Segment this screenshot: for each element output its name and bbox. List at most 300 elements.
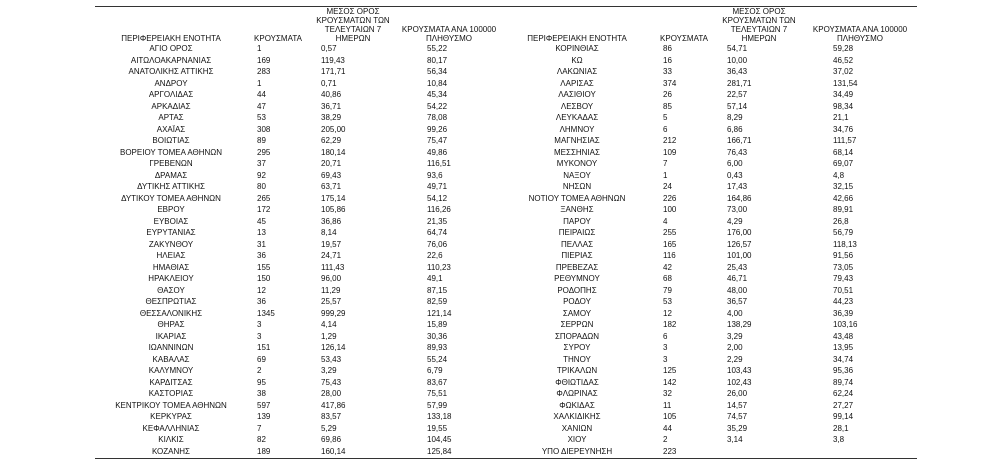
region-cell: ΑΝΑΤΟΛΙΚΗΣ ΑΤΤΙΚΗΣ — [128, 67, 214, 76]
table-row — [95, 296, 917, 308]
per100k-cell: 116,51 — [427, 159, 451, 168]
cases-cell: 3 — [663, 354, 668, 364]
avg7-cell: 36,71 — [321, 101, 342, 111]
per100k-cell: 87,15 — [427, 285, 448, 295]
region-cell: ΧΑΛΚΙΔΙΚΗΣ — [553, 412, 601, 421]
cases-cell: 226 — [663, 193, 677, 203]
avg7-cell: 62,29 — [321, 136, 342, 145]
region-cell: ΓΡΕΒΕΝΩΝ — [149, 159, 193, 168]
region-cell: ΔΥΤΙΚΟΥ ΤΟΜΕΑ ΑΘΗΝΩΝ — [121, 193, 221, 203]
cases-cell: 155 — [257, 262, 271, 272]
table-row — [95, 124, 917, 136]
cases-cell: 374 — [663, 78, 677, 88]
table-row — [95, 262, 917, 274]
region-cell: ΔΡΑΜΑΣ — [154, 170, 188, 180]
region-cell: ΦΩΚΙΔΑΣ — [559, 400, 595, 410]
region-cell: ΚΑΡΔΙΤΣΑΣ — [149, 377, 193, 387]
cases-cell: 182 — [663, 320, 677, 329]
cases-cell: 42 — [663, 262, 672, 272]
table-row — [95, 181, 917, 193]
cases-cell: 45 — [257, 216, 266, 226]
avg7-cell: 74,57 — [727, 412, 748, 421]
avg7-cell: 63,71 — [321, 182, 342, 191]
avg7-cell: 40,86 — [321, 90, 342, 99]
avg7-cell: 26,00 — [727, 389, 748, 398]
avg7-cell: 281,71 — [727, 78, 752, 88]
cases-by-region-table — [95, 7, 917, 457]
avg7-cell: 0,71 — [321, 78, 337, 88]
per100k-cell: 56,34 — [427, 67, 448, 76]
per100k-cell: 93,6 — [427, 170, 443, 180]
per100k-cell: 32,15 — [833, 182, 854, 191]
per100k-cell: 54,12 — [427, 193, 448, 203]
per100k-cell: 73,05 — [833, 262, 854, 272]
per100k-cell: 99,26 — [427, 124, 448, 134]
per100k-cell: 26,8 — [833, 216, 849, 226]
cases-cell: 80 — [257, 182, 266, 191]
table-row — [95, 112, 917, 124]
table-row — [95, 250, 917, 262]
avg7-cell: 119,43 — [321, 55, 345, 65]
avg7-cell: 11,29 — [321, 285, 341, 295]
table-row — [95, 170, 917, 182]
avg7-cell: 3,14 — [727, 435, 743, 444]
cases-cell: 265 — [257, 193, 271, 203]
cases-cell: 212 — [663, 136, 677, 145]
cases-cell: 2 — [257, 366, 262, 375]
avg7-cell: 417,86 — [321, 400, 346, 410]
avg7-cell: 171,71 — [321, 67, 346, 76]
avg7-cell: 38,29 — [321, 113, 342, 122]
per100k-cell: 57,99 — [427, 400, 448, 410]
per100k-cell: 44,23 — [833, 297, 854, 306]
avg7-cell — [715, 446, 803, 458]
region-cell: ΘΕΣΣΑΛΟΝΙΚΗΣ — [139, 308, 203, 318]
avg7-cell: 1,29 — [321, 331, 337, 341]
table-row — [95, 446, 917, 458]
avg7-cell: 4,00 — [727, 308, 743, 318]
per100k-cell: 83,67 — [427, 377, 448, 387]
region-cell: ΛΑΚΩΝΙΑΣ — [556, 67, 598, 76]
per100k-cell: 99,14 — [833, 412, 854, 421]
cases-cell: 36 — [257, 297, 266, 306]
region-cell: ΦΛΩΡΙΝΑΣ — [556, 389, 598, 398]
region-cell: ΠΙΕΡΙΑΣ — [561, 251, 593, 260]
avg7-cell: 83,57 — [321, 412, 342, 421]
avg7-cell: 36,43 — [727, 67, 748, 76]
region-cell: ΧΙΟΥ — [567, 435, 587, 444]
region-cell: ΑΡΤΑΣ — [158, 113, 184, 122]
region-cell: ΚΑΛΥΜΝΟΥ — [148, 366, 194, 375]
table-row — [95, 227, 917, 239]
per100k-cell: 98,34 — [833, 101, 854, 111]
table-row — [95, 411, 917, 423]
avg7-cell: 36,57 — [727, 297, 748, 306]
per100k-cell: 62,24 — [833, 389, 854, 398]
region-cell: ΑΡΓΟΛΙΔΑΣ — [148, 90, 194, 99]
avg7-cell: 166,71 — [727, 136, 752, 145]
cases-cell: 85 — [663, 101, 672, 111]
avg7-cell: 8,29 — [727, 113, 743, 122]
table-row — [95, 365, 917, 377]
cases-cell: 223 — [663, 446, 677, 456]
cases-cell: 3 — [257, 320, 262, 329]
per100k-cell: 89,74 — [833, 377, 854, 387]
region-cell: ΡΟΔΟΥ — [563, 297, 591, 306]
table-row — [95, 204, 917, 216]
region-cell: ΒΟΡΕΙΟΥ ΤΟΜΕΑ ΑΘΗΝΩΝ — [119, 147, 223, 157]
cases-cell: 6 — [663, 331, 668, 341]
avg7-cell: 103,43 — [727, 366, 752, 375]
region-cell: ΛΑΣΙΘΙΟΥ — [558, 90, 596, 99]
cases-cell: 86 — [663, 44, 672, 53]
cases-cell: 597 — [257, 400, 271, 410]
region-cell: ΝΗΣΩΝ — [562, 182, 592, 191]
cases-cell: 142 — [663, 377, 677, 387]
per100k-cell: 4,8 — [833, 170, 845, 180]
region-cell: ΠΡΕΒΕΖΑΣ — [555, 262, 599, 272]
per100k-cell: 56,79 — [833, 228, 854, 237]
cases-cell: 26 — [663, 90, 672, 99]
cases-cell: 5 — [663, 113, 668, 122]
avg7-cell: 999,29 — [321, 308, 346, 318]
avg7-cell: 138,29 — [727, 320, 752, 329]
per100k-cell: 118,13 — [833, 239, 857, 249]
table-row — [95, 285, 917, 297]
per100k-cell: 69,07 — [833, 159, 854, 168]
per100k-cell: 21,1 — [833, 113, 849, 122]
cases-cell: 1345 — [257, 308, 275, 318]
region-cell: ΘΑΣΟΥ — [157, 285, 185, 295]
cases-cell: 3 — [663, 343, 668, 352]
avg7-cell: 75,43 — [321, 377, 342, 387]
region-cell: ΚΕΡΚΥΡΑΣ — [150, 412, 192, 421]
cases-cell: 100 — [663, 205, 677, 214]
avg7-cell: 24,71 — [321, 251, 342, 260]
region-cell: ΚΕΦΑΛΛΗΝΙΑΣ — [142, 423, 200, 433]
region-cell: ΣΕΡΡΩΝ — [560, 320, 594, 329]
region-cell: ΕΒΡΟΥ — [157, 205, 185, 214]
avg7-cell: 69,86 — [321, 435, 342, 444]
per100k-cell: 46,52 — [833, 55, 854, 65]
avg7-cell: 164,86 — [727, 193, 752, 203]
per100k-cell: 89,93 — [427, 343, 448, 352]
cases-cell: 68 — [663, 274, 672, 283]
region-cell: ΡΟΔΟΠΗΣ — [557, 285, 597, 295]
region-cell: ΜΑΓΝΗΣΙΑΣ — [554, 136, 600, 145]
cases-cell: 116 — [663, 251, 676, 260]
avg7-cell: 53,43 — [321, 354, 342, 364]
cases-cell: 53 — [257, 113, 266, 122]
avg7-cell: 102,43 — [727, 377, 752, 387]
avg7-cell: 25,57 — [321, 297, 342, 306]
per100k-cell: 28,1 — [833, 423, 849, 433]
cases-cell: 109 — [663, 147, 677, 157]
region-cell: ΣΑΜΟΥ — [562, 308, 592, 318]
table-row — [95, 43, 917, 55]
table-row — [95, 158, 917, 170]
region-cell: ΣΥΡΟΥ — [563, 343, 591, 352]
avg7-cell: 2,00 — [727, 343, 743, 352]
cases-cell: 44 — [257, 90, 266, 99]
avg7-cell: 180,14 — [321, 147, 346, 157]
cases-cell: 47 — [257, 101, 266, 111]
cases-cell: 32 — [663, 389, 672, 398]
cases-cell: 92 — [257, 170, 266, 180]
region-cell: ΤΡΙΚΑΛΩΝ — [556, 366, 598, 375]
table-row — [95, 354, 917, 366]
per100k-cell: 79,43 — [833, 274, 854, 283]
cases-cell: 139 — [257, 412, 271, 421]
cases-cell: 36 — [257, 251, 266, 260]
table-row — [95, 308, 917, 320]
per100k-cell: 6,79 — [427, 366, 443, 375]
per100k-cell: 55,22 — [427, 44, 448, 53]
cases-cell: 2 — [663, 435, 668, 444]
region-cell: ΠΕΙΡΑΙΩΣ — [558, 228, 596, 237]
per100k-cell: 21,35 — [427, 216, 448, 226]
table-row — [95, 400, 917, 412]
per100k-cell — [803, 446, 917, 458]
per100k-cell: 27,27 — [833, 400, 854, 410]
avg7-cell: 3,29 — [321, 366, 337, 375]
per100k-cell: 104,45 — [427, 435, 452, 444]
avg7-cell: 6,86 — [727, 124, 743, 134]
avg7-cell: 28,00 — [321, 389, 342, 398]
avg7-cell: 73,00 — [727, 205, 748, 214]
table-row — [95, 423, 917, 435]
region-cell: ΠΑΡΟΥ — [563, 216, 591, 226]
region-cell: ΚΟΡΙΝΘΙΑΣ — [555, 44, 599, 53]
avg7-cell: 17,43 — [727, 182, 748, 191]
avg7-cell: 69,43 — [321, 170, 342, 180]
header-region-right: ΠΕΡΙΦΕΡΕΙΑΚΗ ΕΝΟΤΗΤΑ — [527, 34, 627, 43]
region-cell: ΕΥΒΟΙΑΣ — [153, 216, 189, 226]
avg7-cell: 10,00 — [727, 55, 748, 65]
region-cell: ΘΕΣΠΡΩΤΙΑΣ — [145, 297, 197, 306]
avg7-cell: 126,57 — [727, 239, 752, 249]
cases-cell: 38 — [257, 389, 266, 398]
avg7-cell: 48,00 — [727, 285, 748, 295]
per100k-cell: 34,74 — [833, 354, 854, 364]
per100k-cell: 78,08 — [427, 113, 448, 122]
table-row — [95, 216, 917, 228]
cases-cell: 7 — [257, 423, 262, 433]
region-cell: ΜΥΚΟΝΟΥ — [556, 159, 598, 168]
cases-cell: 37 — [257, 159, 266, 168]
avg7-cell: 54,71 — [727, 44, 748, 53]
table-row — [95, 193, 917, 205]
avg7-cell: 2,29 — [727, 354, 743, 364]
bottom-rule — [95, 458, 917, 459]
cases-cell: 89 — [257, 136, 266, 145]
cases-cell: 283 — [257, 67, 271, 76]
table-row — [95, 147, 917, 159]
avg7-cell: 19,57 — [321, 239, 342, 249]
cases-cell: 95 — [257, 377, 266, 387]
cases-cell: 82 — [257, 435, 266, 444]
cases-cell: 4 — [663, 216, 668, 226]
region-cell: ΚΕΝΤΡΙΚΟΥ ΤΟΜΕΑ ΑΘΗΝΩΝ — [115, 400, 227, 410]
cases-cell: 24 — [663, 182, 672, 191]
region-cell: ΑΓΙΟ ΟΡΟΣ — [149, 44, 193, 53]
region-cell: ΤΗΝΟΥ — [563, 354, 591, 364]
cases-cell: 1 — [663, 170, 668, 180]
table-row — [95, 89, 917, 101]
cases-cell: 1 — [257, 44, 262, 53]
avg7-cell: 111,43 — [321, 262, 345, 272]
avg7-cell: 76,43 — [727, 147, 748, 157]
avg7-cell: 3,29 — [727, 331, 743, 341]
table-row — [95, 273, 917, 285]
table-row — [95, 377, 917, 389]
per100k-cell: 49,71 — [427, 182, 448, 191]
per100k-cell: 68,14 — [833, 147, 854, 157]
header-cases-left: ΚΡΟΥΣΜΑΤΑ — [254, 34, 302, 43]
region-cell: ΑΝΔΡΟΥ — [154, 78, 188, 88]
per100k-cell: 55,24 — [427, 354, 448, 364]
cases-cell: 189 — [257, 446, 271, 456]
cases-cell: 255 — [663, 228, 677, 237]
region-cell: ΚΩ — [571, 55, 583, 65]
per100k-cell: 116,26 — [427, 205, 451, 214]
per100k-cell: 36,39 — [833, 308, 854, 318]
cases-cell: 16 — [663, 55, 672, 65]
region-cell: ΕΥΡΥΤΑΝΙΑΣ — [146, 228, 196, 237]
cases-cell: 151 — [257, 343, 271, 352]
cases-cell: 6 — [663, 124, 668, 134]
cases-cell: 7 — [663, 159, 668, 168]
avg7-cell: 105,86 — [321, 205, 346, 214]
avg7-cell: 6,00 — [727, 159, 743, 168]
table-row — [95, 55, 917, 67]
avg7-cell: 8,14 — [321, 228, 337, 237]
per100k-cell: 70,51 — [833, 285, 854, 295]
table-row — [95, 78, 917, 90]
avg7-cell: 205,00 — [321, 124, 346, 134]
table-row — [95, 319, 917, 331]
region-cell: ΝΑΞΟΥ — [563, 170, 591, 180]
per100k-cell: 34,49 — [833, 90, 854, 99]
table-row — [95, 239, 917, 251]
per100k-cell: 91,56 — [833, 251, 854, 260]
per100k-cell: 10,84 — [427, 78, 448, 88]
per100k-cell: 133,18 — [427, 412, 452, 421]
region-cell: ΦΘΙΩΤΙΔΑΣ — [555, 377, 599, 387]
avg7-cell: 0,43 — [727, 170, 743, 180]
per100k-cell: 59,28 — [833, 44, 854, 53]
per100k-cell: 30,36 — [427, 331, 448, 341]
per100k-cell: 15,89 — [427, 320, 448, 329]
region-cell: ΚΙΛΚΙΣ — [158, 435, 184, 444]
cases-cell: 31 — [257, 239, 266, 249]
per100k-cell: 34,76 — [833, 124, 854, 134]
cases-cell: 3 — [257, 331, 262, 341]
avg7-cell: 5,29 — [321, 423, 337, 433]
table-body — [95, 43, 917, 457]
avg7-cell: 4,29 — [727, 216, 743, 226]
region-cell: ΗΜΑΘΙΑΣ — [152, 262, 190, 272]
per100k-cell: 125,84 — [427, 446, 452, 456]
per100k-cell: 42,66 — [833, 193, 854, 203]
avg7-cell: 0,57 — [321, 44, 337, 53]
per100k-cell: 75,51 — [427, 389, 448, 398]
cases-cell: 295 — [257, 147, 271, 157]
cases-cell: 1 — [257, 78, 262, 88]
cases-cell: 33 — [663, 67, 672, 76]
cases-cell: 172 — [257, 205, 271, 214]
region-cell: ΗΛΕΙΑΣ — [156, 251, 186, 260]
cases-cell: 308 — [257, 124, 271, 134]
cases-cell: 169 — [257, 55, 271, 65]
cases-cell: 13 — [257, 228, 266, 237]
cases-cell: 105 — [663, 412, 677, 421]
cases-cell: 53 — [663, 297, 672, 306]
table-row — [95, 135, 917, 147]
avg7-cell: 96,00 — [321, 274, 342, 283]
region-cell: ΧΑΝΙΩΝ — [561, 423, 593, 433]
region-cell: ΑΧΑΪΑΣ — [156, 124, 186, 134]
per100k-cell: 110,23 — [427, 262, 451, 272]
avg7-cell: 20,71 — [321, 159, 342, 168]
region-cell: ΛΕΣΒΟΥ — [560, 101, 594, 111]
region-cell: ΑΡΚΑΔΙΑΣ — [151, 101, 191, 111]
cases-cell: 150 — [257, 274, 271, 283]
avg7-cell: 160,14 — [321, 446, 346, 456]
avg7-cell: 35,29 — [727, 423, 748, 433]
avg7-cell: 175,14 — [321, 193, 346, 203]
header-per100k-right: ΚΡΟΥΣΜΑΤΑ ΑΝΑ 100000 ΠΛΗΘΥΣΜΟ — [812, 25, 908, 43]
table-row — [95, 388, 917, 400]
per100k-cell: 89,91 — [833, 205, 854, 214]
cases-cell: 12 — [257, 285, 266, 295]
cases-cell: 69 — [257, 354, 266, 364]
table-row — [95, 331, 917, 343]
region-cell: ΙΚΑΡΙΑΣ — [155, 331, 187, 341]
region-cell: ΛΕΥΚΑΔΑΣ — [555, 113, 599, 122]
avg7-cell: 14,57 — [727, 400, 748, 410]
avg7-cell: 36,86 — [321, 216, 342, 226]
per100k-cell: 22,6 — [427, 251, 443, 260]
per100k-cell: 3,8 — [833, 435, 845, 444]
per100k-cell: 49,86 — [427, 147, 448, 157]
per100k-cell: 121,14 — [427, 308, 452, 318]
region-cell: ΒΟΙΩΤΙΑΣ — [152, 136, 190, 145]
region-cell: ΚΟΖΑΝΗΣ — [151, 446, 191, 456]
region-cell: ΡΕΘΥΜΝΟΥ — [554, 274, 600, 283]
per100k-cell: 103,16 — [833, 320, 858, 329]
region-cell: ΘΗΡΑΣ — [157, 320, 185, 329]
cases-cell: 44 — [663, 423, 672, 433]
per100k-cell: 111,57 — [833, 136, 857, 145]
table-row — [95, 66, 917, 78]
table-header — [95, 7, 917, 43]
region-cell: ΚΑΒΑΛΑΣ — [152, 354, 190, 364]
per100k-cell: 19,55 — [427, 423, 448, 433]
cases-cell: 12 — [663, 308, 672, 318]
region-cell: ΝΟΤΙΟΥ ΤΟΜΕΑ ΑΘΗΝΩΝ — [528, 193, 626, 203]
avg7-cell: 101,00 — [727, 251, 752, 260]
cases-cell: 79 — [663, 285, 672, 295]
avg7-cell: 25,43 — [727, 262, 748, 272]
per100k-cell: 13,95 — [833, 343, 854, 352]
header-cases-right: ΚΡΟΥΣΜΑΤΑ — [660, 34, 708, 43]
table-row — [95, 342, 917, 354]
region-cell: ΔΥΤΙΚΗΣ ΑΤΤΙΚΗΣ — [137, 182, 205, 191]
region-cell: ΙΩΑΝΝΙΝΩΝ — [148, 343, 194, 352]
header-region-left: ΠΕΡΙΦΕΡΕΙΑΚΗ ΕΝΟΤΗΤΑ — [121, 34, 221, 43]
region-cell: ΜΕΣΣΗΝΙΑΣ — [554, 147, 600, 157]
